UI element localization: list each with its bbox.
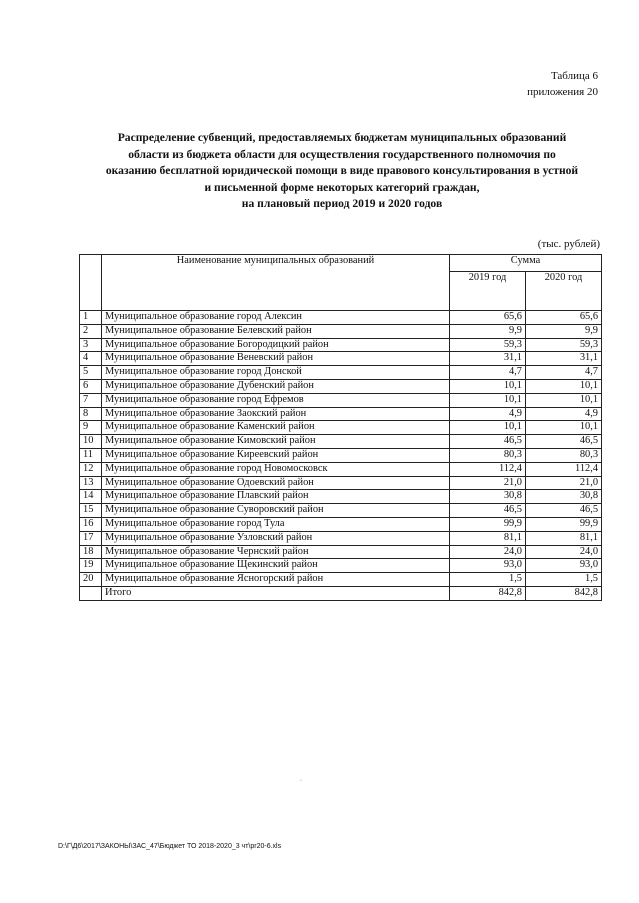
amount-2019: 10,1 [450,393,526,407]
municipality-name: Муниципальное образование город Ефремов [102,393,450,407]
row-number: 16 [80,517,102,531]
total-2020: 842,8 [526,586,602,600]
table-row [80,573,602,587]
amount-2020: 46,5 [526,435,602,449]
row-number: 12 [80,462,102,476]
municipality-name: Муниципальное образование Ясногорский район [102,573,450,587]
amount-2019: 31,1 [450,352,526,366]
row-number: 3 [80,338,102,352]
table-label: Таблица 6 [550,70,598,82]
amount-2020: 31,1 [526,352,602,366]
table-row [80,490,602,504]
table-row [80,421,602,435]
title-line: оказанию бесплатной юридической помощи в виде правового консультирования в устной [105,164,579,177]
total-label: Итого [102,586,450,600]
total-number-cell [80,586,102,600]
municipality-name: Муниципальное образование город Донской [102,366,450,380]
municipality-name: Муниципальное образование Щекинский район [102,559,450,573]
amount-2019: 46,5 [450,504,526,518]
row-number: 10 [80,435,102,449]
file-path: D:\Г\Д6\2017\ЗАКОНЫ\ЗАС_47\Бюджет ТО 2018-2020_3 чт\pr20-6.xls [58,843,282,850]
appendix-reference [490,68,598,100]
year-2020-header: 2020 год [526,272,602,289]
amount-2020: 30,8 [526,490,602,504]
amount-2020: 10,1 [526,379,602,393]
amount-2020: 81,1 [526,531,602,545]
municipality-name: Муниципальное образование Суворовский район [102,504,450,518]
municipality-name: Муниципальное образование Заокский район [102,407,450,421]
amount-2020: 9,9 [526,324,602,338]
municipality-name: Муниципальное образование Веневский район [102,352,450,366]
table-row [80,311,602,325]
amount-2020: 21,0 [526,476,602,490]
document-title [72,130,612,213]
table-row [80,504,602,518]
municipality-name: Муниципальное образование город Тула [102,517,450,531]
municipality-name: Муниципальное образование Одоевский район [102,476,450,490]
table-row [80,476,602,490]
amount-2020: 10,1 [526,393,602,407]
table-row [80,366,602,380]
table-row [80,559,602,573]
row-number: 2 [80,324,102,338]
row-number: 8 [80,407,102,421]
amount-2019: 10,1 [450,421,526,435]
subvention-table [79,254,602,601]
row-number: 17 [80,531,102,545]
table-row [80,448,602,462]
sum-column-header: Сумма [450,255,602,272]
amount-2019: 59,3 [450,338,526,352]
table-row [80,545,602,559]
table-row [80,517,602,531]
amount-2019: 21,0 [450,476,526,490]
amount-2020: 4,9 [526,407,602,421]
appendix-label: приложения 20 [527,86,598,98]
title-line: на плановый период 2019 и 2020 годов [241,197,443,210]
row-number: 6 [80,379,102,393]
amount-2019: 80,3 [450,448,526,462]
row-number: 14 [80,490,102,504]
amount-2020: 24,0 [526,545,602,559]
municipality-name: Муниципальное образование Чернский район [102,545,450,559]
table-row [80,352,602,366]
title-line: области из бюджета области для осуществления государственного полномочия по [128,147,556,161]
municipality-name: Муниципальное образование Белевский район [102,324,450,338]
header-spacer-cell [450,288,526,311]
amount-2020: 65,6 [526,311,602,325]
table-row [80,462,602,476]
amount-2019: 99,9 [450,517,526,531]
table-row [80,407,602,421]
municipality-name: Муниципальное образование город Алексин [102,311,450,325]
table-row [80,324,602,338]
row-number: 4 [80,352,102,366]
amount-2020: 1,5 [526,573,602,587]
amount-2019: 112,4 [450,462,526,476]
amount-2019: 24,0 [450,545,526,559]
municipality-name: Муниципальное образование Кимовский район [102,435,450,449]
row-number: 18 [80,545,102,559]
municipality-name: Муниципальное образование Дубенский район [102,379,450,393]
table-row [80,393,602,407]
municipality-name: Муниципальное образование Плавский район [102,490,450,504]
amount-2019: 65,6 [450,311,526,325]
amount-2019: 46,5 [450,435,526,449]
amount-2019: 93,0 [450,559,526,573]
name-column-header: Наименование муниципальных образований [102,255,450,311]
row-number: 19 [80,559,102,573]
table-row [80,379,602,393]
title-line: и письменной форме некоторых категорий граждан, [204,180,480,194]
amount-2019: 1,5 [450,573,526,587]
table-row [80,435,602,449]
municipality-name: Муниципальное образование Киреевский район [102,448,450,462]
amount-2019: 10,1 [450,379,526,393]
table-row [80,338,602,352]
row-number: 5 [80,366,102,380]
municipality-name: Муниципальное образование Богородицкий район [102,338,450,352]
number-header-cell [80,255,102,311]
header-row [80,255,602,272]
amount-2020: 99,9 [526,517,602,531]
table-row [80,531,602,545]
row-number: 13 [80,476,102,490]
row-number: 11 [80,448,102,462]
amount-2020: 80,3 [526,448,602,462]
units-label: (тыс. рублей) [537,238,600,250]
amount-2020: 59,3 [526,338,602,352]
amount-2019: 81,1 [450,531,526,545]
row-number: 7 [80,393,102,407]
row-number: 9 [80,421,102,435]
row-number: 15 [80,504,102,518]
municipality-name: Муниципальное образование Каменский район [102,421,450,435]
amount-2019: 4,7 [450,366,526,380]
year-2019-header: 2019 год [450,272,526,289]
amount-2020: 10,1 [526,421,602,435]
amount-2019: 9,9 [450,324,526,338]
stray-mark: · [300,778,302,784]
total-row [80,586,602,600]
amount-2020: 112,4 [526,462,602,476]
amount-2020: 93,0 [526,559,602,573]
row-number: 20 [80,573,102,587]
municipality-name: Муниципальное образование город Новомосковск [102,462,450,476]
row-number: 1 [80,311,102,325]
amount-2020: 46,5 [526,504,602,518]
title-line: Распределение субвенций, предоставляемых бюджетам муниципальных образований [117,131,567,144]
amount-2020: 4,7 [526,366,602,380]
amount-2019: 30,8 [450,490,526,504]
amount-2019: 4,9 [450,407,526,421]
header-spacer-cell [526,288,602,311]
municipality-name: Муниципальное образование Узловский район [102,531,450,545]
total-2019: 842,8 [450,586,526,600]
